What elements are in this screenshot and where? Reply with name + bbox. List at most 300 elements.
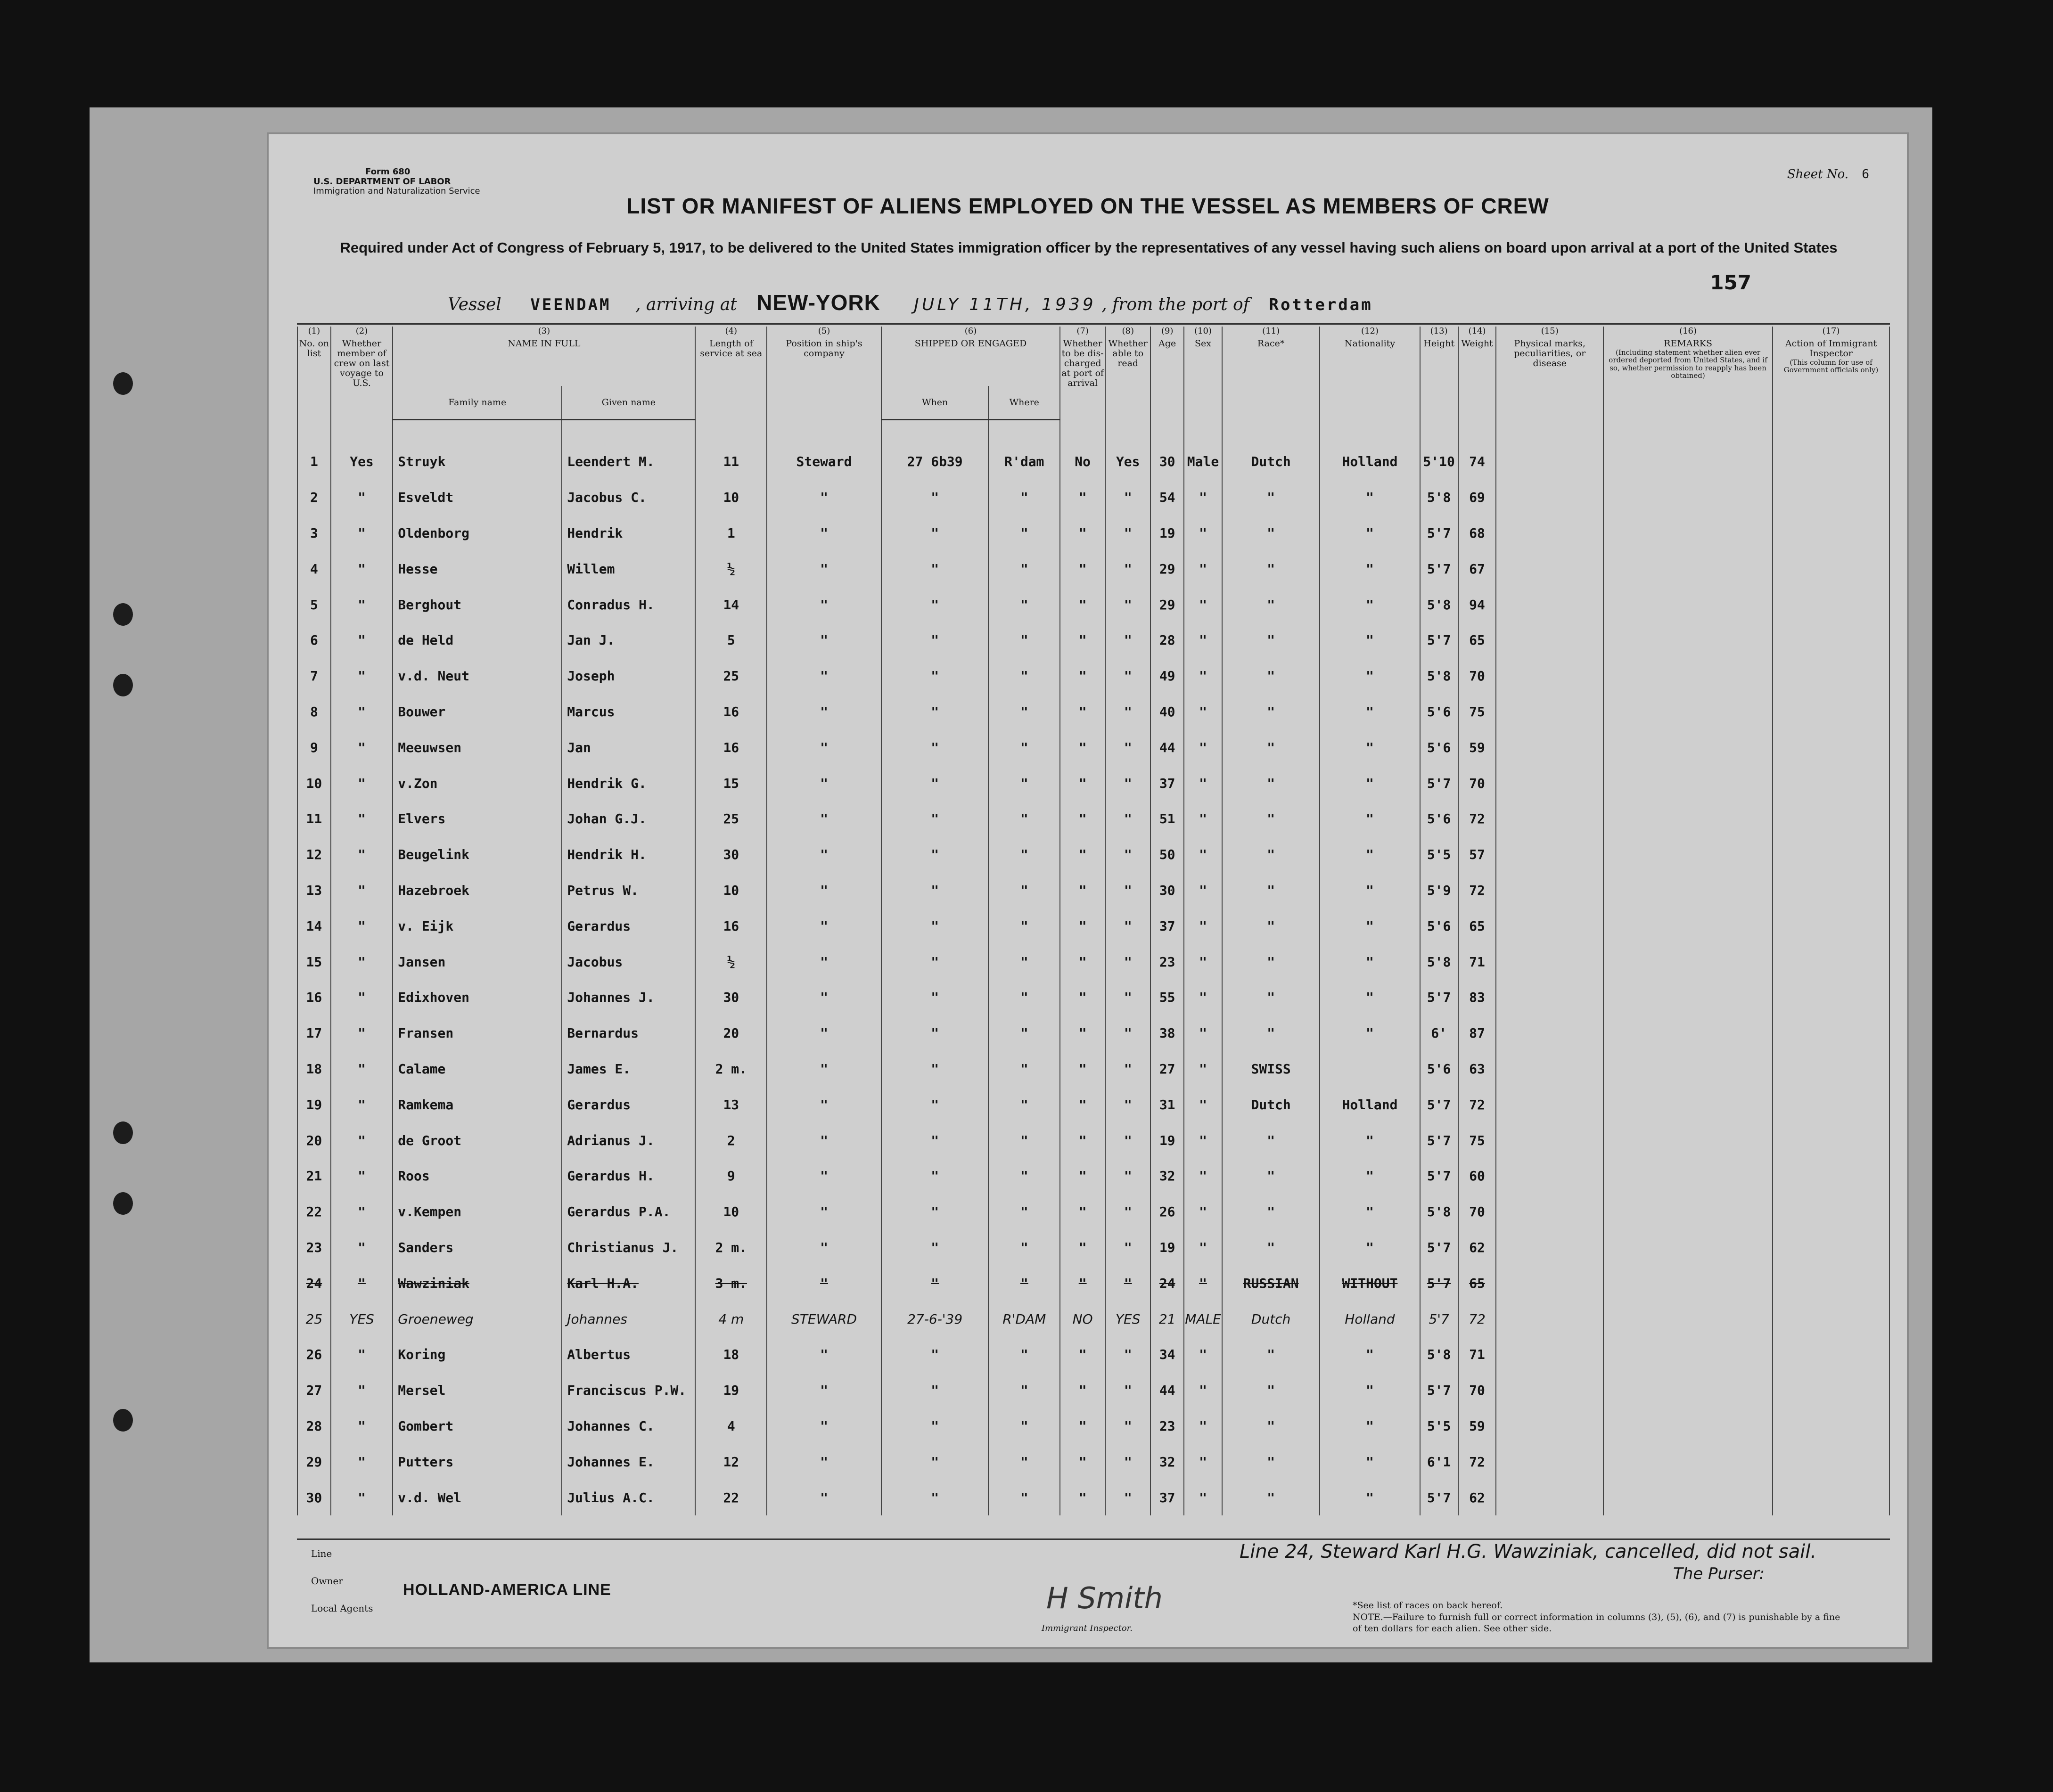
cell-position: "	[767, 587, 881, 622]
cell-sex: "	[1184, 765, 1222, 801]
table-row	[297, 1015, 1889, 1051]
inspector-label: Immigrant Inspector.	[1042, 1623, 1133, 1633]
cell-weight: 65	[1458, 622, 1496, 658]
cell-remarks	[1603, 1444, 1773, 1480]
cell-sex: "	[1184, 944, 1222, 980]
cell-able-to-read: "	[1105, 980, 1150, 1015]
cell-shipped-when: "	[881, 873, 989, 908]
cell-prev-voyage: "	[331, 1444, 393, 1480]
cell-physical-marks	[1496, 1265, 1603, 1301]
cell-discharged: "	[1060, 1087, 1105, 1122]
cell-height: 5'6	[1420, 729, 1458, 765]
cell-sex: "	[1184, 908, 1222, 944]
cell-nationality: "	[1320, 516, 1420, 551]
cell-height: 5'6	[1420, 694, 1458, 730]
cell-prev-voyage: "	[331, 980, 393, 1015]
cell-position: "	[767, 1337, 881, 1373]
cell-sex: Male	[1184, 420, 1222, 480]
cell-position: "	[767, 1480, 881, 1515]
cell-weight: 83	[1458, 980, 1496, 1015]
cell-row-number: 24	[297, 1265, 331, 1301]
cell-inspector-action	[1773, 587, 1889, 622]
cell-shipped-where: "	[988, 765, 1060, 801]
cell-given-name: Johannes J.	[562, 980, 695, 1015]
table-row	[297, 980, 1889, 1015]
cell-able-to-read: "	[1105, 1444, 1150, 1480]
cell-service-length: 13	[695, 1087, 767, 1122]
arrival-port: NEW-YORK	[756, 290, 880, 315]
cell-inspector-action	[1773, 1373, 1889, 1408]
cell-nationality: "	[1320, 1194, 1420, 1230]
cell-service-length: ½	[695, 944, 767, 980]
cell-weight: 63	[1458, 1051, 1496, 1087]
cell-given-name: Jan J.	[562, 622, 695, 658]
cell-able-to-read: "	[1105, 587, 1150, 622]
cell-shipped-where: "	[988, 1337, 1060, 1373]
cell-given-name: Johannes E.	[562, 1444, 695, 1480]
cell-position: "	[767, 1158, 881, 1194]
cell-inspector-action	[1773, 1444, 1889, 1480]
cell-able-to-read: "	[1105, 908, 1150, 944]
cell-age: 49	[1150, 658, 1184, 694]
remarks-title: REMARKS	[1664, 338, 1712, 349]
cell-family-name: Beugelink	[393, 837, 562, 873]
cell-row-number: 11	[297, 801, 331, 837]
cell-inspector-action	[1773, 1301, 1889, 1337]
cell-shipped-where: "	[988, 1408, 1060, 1444]
cell-discharged: "	[1060, 873, 1105, 908]
cell-sex: "	[1184, 480, 1222, 516]
cell-shipped-where: "	[988, 694, 1060, 730]
col-num-3: (3)	[393, 327, 695, 339]
cell-race: Dutch	[1222, 420, 1320, 480]
cell-nationality: "	[1320, 658, 1420, 694]
cell-service-length: 10	[695, 873, 767, 908]
cell-physical-marks	[1496, 1051, 1603, 1087]
cell-height: 5'8	[1420, 480, 1458, 516]
cell-race: "	[1222, 622, 1320, 658]
table-row	[297, 908, 1889, 944]
cancellation-remark: Line 24, Steward Karl H.G. Wawziniak, cancelled, did not sail.	[1240, 1541, 1817, 1563]
cell-nationality: "	[1320, 551, 1420, 587]
cell-prev-voyage: "	[331, 1015, 393, 1051]
cell-age: 37	[1150, 1480, 1184, 1515]
cell-age: 26	[1150, 1194, 1184, 1230]
cell-service-length: 3 m.	[695, 1265, 767, 1301]
cell-height: 6'1	[1420, 1444, 1458, 1480]
col-head-service: Length of service at sea	[695, 339, 767, 420]
cell-position: "	[767, 480, 881, 516]
vessel-name: VEENDAM	[530, 295, 611, 314]
cell-shipped-where: "	[988, 908, 1060, 944]
sheet-number	[1787, 167, 1869, 181]
cell-inspector-action	[1773, 1230, 1889, 1266]
line-label: Line	[311, 1548, 332, 1559]
cell-remarks	[1603, 658, 1773, 694]
cell-nationality: "	[1320, 1122, 1420, 1158]
col-head-inspector	[1773, 339, 1889, 420]
cell-inspector-action	[1773, 694, 1889, 730]
cell-race: Dutch	[1222, 1087, 1320, 1122]
cell-given-name: Hendrik H.	[562, 837, 695, 873]
cell-nationality: "	[1320, 1158, 1420, 1194]
cell-physical-marks	[1496, 1301, 1603, 1337]
cell-shipped-where: "	[988, 1015, 1060, 1051]
cell-sex: "	[1184, 873, 1222, 908]
cell-nationality: "	[1320, 587, 1420, 622]
cell-nationality: "	[1320, 765, 1420, 801]
cell-shipped-when: "	[881, 551, 989, 587]
col-num-4: (4)	[695, 327, 767, 339]
cell-discharged: "	[1060, 729, 1105, 765]
table-row	[297, 622, 1889, 658]
cell-position: "	[767, 1373, 881, 1408]
cell-height: 5'8	[1420, 587, 1458, 622]
sheet-value: 6	[1862, 167, 1869, 181]
cell-prev-voyage: "	[331, 729, 393, 765]
cell-able-to-read: "	[1105, 516, 1150, 551]
cell-discharged: "	[1060, 908, 1105, 944]
sheet-label: Sheet No.	[1787, 167, 1849, 181]
table-row	[297, 516, 1889, 551]
cell-shipped-where: "	[988, 1265, 1060, 1301]
cell-weight: 59	[1458, 1408, 1496, 1444]
cell-position: "	[767, 1015, 881, 1051]
cell-shipped-when: "	[881, 694, 989, 730]
cell-nationality: "	[1320, 1230, 1420, 1266]
cell-family-name: Mersel	[393, 1373, 562, 1408]
cell-able-to-read: "	[1105, 1373, 1150, 1408]
cell-row-number: 17	[297, 1015, 331, 1051]
cell-given-name: Jacobus C.	[562, 480, 695, 516]
cell-given-name: Conradus H.	[562, 587, 695, 622]
cell-position: "	[767, 1230, 881, 1266]
cell-prev-voyage: "	[331, 908, 393, 944]
cell-shipped-where: "	[988, 1444, 1060, 1480]
col-head-remarks	[1603, 339, 1773, 420]
cell-family-name: v.Kempen	[393, 1194, 562, 1230]
cell-height: 5'5	[1420, 1408, 1458, 1444]
col-head-position: Position in ship's company	[767, 339, 881, 420]
cell-weight: 72	[1458, 801, 1496, 837]
table-row	[297, 1087, 1889, 1122]
cell-given-name: Gerardus P.A.	[562, 1194, 695, 1230]
cell-remarks	[1603, 1408, 1773, 1444]
cell-row-number: 19	[297, 1087, 331, 1122]
cell-height: 5'7	[1420, 1158, 1458, 1194]
col-head-sex: Sex	[1184, 339, 1222, 420]
cell-given-name: Christianus J.	[562, 1230, 695, 1266]
cell-sex: "	[1184, 837, 1222, 873]
cell-service-length: 2	[695, 1122, 767, 1158]
cell-shipped-when: 27 6b39	[881, 420, 989, 480]
cell-age: 54	[1150, 480, 1184, 516]
cell-row-number: 22	[297, 1194, 331, 1230]
cell-shipped-where: "	[988, 551, 1060, 587]
cell-prev-voyage: "	[331, 944, 393, 980]
cell-able-to-read: "	[1105, 1230, 1150, 1266]
cell-remarks	[1603, 694, 1773, 730]
fine-note: NOTE.—Failure to furnish full or correct information in columns (3), (5), (6), and (7) is punishable by a fine of ten dollars for each alien. See other side.	[1353, 1612, 1840, 1634]
table-row	[297, 1230, 1889, 1266]
cell-service-length: 4 m	[695, 1301, 767, 1337]
cell-able-to-read: "	[1105, 729, 1150, 765]
cell-nationality: "	[1320, 1373, 1420, 1408]
cell-given-name: Karl H.A.	[562, 1265, 695, 1301]
cell-weight: 75	[1458, 1122, 1496, 1158]
cell-physical-marks	[1496, 801, 1603, 837]
cell-inspector-action	[1773, 1051, 1889, 1087]
cell-race: "	[1222, 1337, 1320, 1373]
cell-shipped-when: "	[881, 837, 989, 873]
col-head-prev-voyage: Whether member of crew on last voyage to U.S.	[331, 339, 393, 420]
cell-physical-marks	[1496, 1158, 1603, 1194]
cell-inspector-action	[1773, 1194, 1889, 1230]
cell-able-to-read: "	[1105, 1337, 1150, 1373]
cell-sex: "	[1184, 1122, 1222, 1158]
col-head-when: When	[881, 386, 989, 420]
cell-discharged: "	[1060, 587, 1105, 622]
cell-discharged: "	[1060, 1122, 1105, 1158]
binder-hole	[113, 603, 133, 626]
cell-inspector-action	[1773, 873, 1889, 908]
cell-weight: 74	[1458, 420, 1496, 480]
cell-physical-marks	[1496, 944, 1603, 980]
cell-row-number: 12	[297, 837, 331, 873]
cell-physical-marks	[1496, 622, 1603, 658]
cell-race: "	[1222, 587, 1320, 622]
cell-remarks	[1603, 729, 1773, 765]
cell-given-name: Johannes	[562, 1301, 695, 1337]
cell-remarks	[1603, 765, 1773, 801]
cell-height: 5'8	[1420, 1337, 1458, 1373]
cell-service-length: 4	[695, 1408, 767, 1444]
cell-remarks	[1603, 873, 1773, 908]
cell-able-to-read: "	[1105, 1158, 1150, 1194]
cell-shipped-when: "	[881, 801, 989, 837]
cell-prev-voyage: "	[331, 1230, 393, 1266]
cell-shipped-when: "	[881, 1158, 989, 1194]
cell-given-name: Gerardus	[562, 1087, 695, 1122]
cell-remarks	[1603, 1337, 1773, 1373]
cell-family-name: v.d. Wel	[393, 1480, 562, 1515]
cell-service-length: 15	[695, 765, 767, 801]
table-row	[297, 1301, 1889, 1337]
cell-remarks	[1603, 1087, 1773, 1122]
cell-discharged: "	[1060, 801, 1105, 837]
cell-able-to-read: "	[1105, 1122, 1150, 1158]
cell-row-number: 15	[297, 944, 331, 980]
cell-nationality: Holland	[1320, 1301, 1420, 1337]
col-head-weight: Weight	[1458, 339, 1496, 420]
cell-discharged: "	[1060, 944, 1105, 980]
cell-able-to-read: "	[1105, 765, 1150, 801]
cell-age: 23	[1150, 944, 1184, 980]
cell-sex: "	[1184, 1265, 1222, 1301]
col-num-8: (8)	[1105, 327, 1150, 339]
cell-family-name: Roos	[393, 1158, 562, 1194]
cell-remarks	[1603, 1373, 1773, 1408]
cell-position: "	[767, 980, 881, 1015]
cell-inspector-action	[1773, 729, 1889, 765]
cell-family-name: v.Zon	[393, 765, 562, 801]
table-row	[297, 420, 1889, 480]
cell-shipped-where: R'dam	[988, 420, 1060, 480]
cell-race: "	[1222, 980, 1320, 1015]
cell-physical-marks	[1496, 837, 1603, 873]
cell-service-length: 11	[695, 420, 767, 480]
table-row	[297, 551, 1889, 587]
footer-note	[1353, 1600, 1848, 1635]
col-head-physical: Physical marks, peculiarities, or disease	[1496, 339, 1603, 420]
cell-given-name: Hendrik G.	[562, 765, 695, 801]
table-row	[297, 729, 1889, 765]
cell-height: 5'7	[1420, 980, 1458, 1015]
cell-shipped-when: "	[881, 1373, 989, 1408]
cell-row-number: 18	[297, 1051, 331, 1087]
col-num-10: (10)	[1184, 327, 1222, 339]
cell-sex: "	[1184, 694, 1222, 730]
form-header	[313, 167, 480, 196]
cell-weight: 62	[1458, 1480, 1496, 1515]
table-row	[297, 944, 1889, 980]
cell-remarks	[1603, 420, 1773, 480]
cell-weight: 70	[1458, 658, 1496, 694]
col-num-15: (15)	[1496, 327, 1603, 339]
cell-shipped-where: "	[988, 729, 1060, 765]
cell-sex: "	[1184, 1015, 1222, 1051]
cell-age: 29	[1150, 551, 1184, 587]
cell-weight: 65	[1458, 1265, 1496, 1301]
cell-sex: "	[1184, 1373, 1222, 1408]
cell-prev-voyage: "	[331, 1158, 393, 1194]
cell-shipped-where: "	[988, 873, 1060, 908]
arrival-date: JULY 11TH, 1939	[914, 295, 1096, 314]
cell-weight: 87	[1458, 1015, 1496, 1051]
cell-weight: 57	[1458, 837, 1496, 873]
departure-port: Rotterdam	[1269, 295, 1373, 314]
cell-family-name: Calame	[393, 1051, 562, 1087]
cell-able-to-read: "	[1105, 837, 1150, 873]
cell-shipped-where: "	[988, 801, 1060, 837]
cell-discharged: "	[1060, 1015, 1105, 1051]
cell-race: "	[1222, 1230, 1320, 1266]
cell-service-length: 20	[695, 1015, 767, 1051]
cell-family-name: Koring	[393, 1337, 562, 1373]
table-row	[297, 1051, 1889, 1087]
cell-family-name: Hesse	[393, 551, 562, 587]
cell-inspector-action	[1773, 1408, 1889, 1444]
col-num-12: (12)	[1320, 327, 1420, 339]
cell-row-number: 14	[297, 908, 331, 944]
cell-remarks	[1603, 1051, 1773, 1087]
cell-prev-voyage: "	[331, 516, 393, 551]
cell-shipped-when: "	[881, 908, 989, 944]
cell-given-name: Gerardus H.	[562, 1158, 695, 1194]
cell-sex: "	[1184, 729, 1222, 765]
cell-row-number: 28	[297, 1408, 331, 1444]
cell-nationality: "	[1320, 980, 1420, 1015]
cell-nationality: "	[1320, 622, 1420, 658]
cell-row-number: 6	[297, 622, 331, 658]
cell-nationality: "	[1320, 944, 1420, 980]
cell-weight: 72	[1458, 873, 1496, 908]
cell-position: "	[767, 1087, 881, 1122]
cell-family-name: v. Eijk	[393, 908, 562, 944]
cell-prev-voyage: "	[331, 837, 393, 873]
cell-race: "	[1222, 765, 1320, 801]
cell-remarks	[1603, 1194, 1773, 1230]
cell-given-name: Joseph	[562, 658, 695, 694]
col-num-14: (14)	[1458, 327, 1496, 339]
cell-sex: "	[1184, 1480, 1222, 1515]
cell-discharged: "	[1060, 1051, 1105, 1087]
cell-shipped-where: "	[988, 980, 1060, 1015]
cell-row-number: 4	[297, 551, 331, 587]
cell-inspector-action	[1773, 1015, 1889, 1051]
cell-discharged: No	[1060, 420, 1105, 480]
col-num-13: (13)	[1420, 327, 1458, 339]
cell-given-name: Petrus W.	[562, 873, 695, 908]
inspector-signature: H Smith	[1046, 1581, 1163, 1615]
inspector-note: (This column for use of Government officials only)	[1783, 358, 1879, 375]
cell-discharged: "	[1060, 980, 1105, 1015]
binder-hole	[113, 674, 133, 696]
cell-discharged: "	[1060, 1444, 1105, 1480]
cell-remarks	[1603, 980, 1773, 1015]
page-subtitle: Required under Act of Congress of February 5, 1917, to be delivered to the United States immigration officer by the representatives of any vessel having such aliens on board upon arrival at a port of the United States	[340, 239, 1838, 256]
cell-prev-voyage: "	[331, 801, 393, 837]
cell-discharged: "	[1060, 1408, 1105, 1444]
cell-position: "	[767, 765, 881, 801]
cell-age: 51	[1150, 801, 1184, 837]
cell-discharged: "	[1060, 1230, 1105, 1266]
cell-sex: "	[1184, 587, 1222, 622]
cell-height: 5'7	[1420, 1087, 1458, 1122]
cell-sex: "	[1184, 801, 1222, 837]
cell-family-name: de Held	[393, 622, 562, 658]
cell-prev-voyage: "	[331, 1051, 393, 1087]
cell-family-name: Gombert	[393, 1408, 562, 1444]
cell-age: 44	[1150, 1373, 1184, 1408]
cell-age: 30	[1150, 873, 1184, 908]
remarks-note: (Including statement whether alien ever ordered deported from United States, and if so, whether permission to reapply has been obtained)	[1609, 348, 1767, 380]
cell-row-number: 26	[297, 1337, 331, 1373]
col-head-no: No. on list	[297, 339, 331, 420]
cell-physical-marks	[1496, 1230, 1603, 1266]
cell-able-to-read: "	[1105, 1051, 1150, 1087]
cell-race: "	[1222, 1194, 1320, 1230]
cell-given-name: Marcus	[562, 694, 695, 730]
cell-family-name: Struyk	[393, 420, 562, 480]
cell-height: 5'6	[1420, 1051, 1458, 1087]
table-row	[297, 1408, 1889, 1444]
cell-discharged: "	[1060, 622, 1105, 658]
cell-discharged: "	[1060, 1194, 1105, 1230]
cell-physical-marks	[1496, 658, 1603, 694]
cell-able-to-read: "	[1105, 1408, 1150, 1444]
cell-discharged: "	[1060, 1373, 1105, 1408]
cell-given-name: Jacobus	[562, 944, 695, 980]
col-num-2: (2)	[331, 327, 393, 339]
cell-race: "	[1222, 1480, 1320, 1515]
shipping-line-stamp: HOLLAND-AMERICA LINE	[403, 1581, 611, 1599]
cell-shipped-where: "	[988, 1122, 1060, 1158]
cell-race: "	[1222, 480, 1320, 516]
cell-height: 5'7	[1420, 1122, 1458, 1158]
cell-sex: "	[1184, 1230, 1222, 1266]
table-row	[297, 837, 1889, 873]
